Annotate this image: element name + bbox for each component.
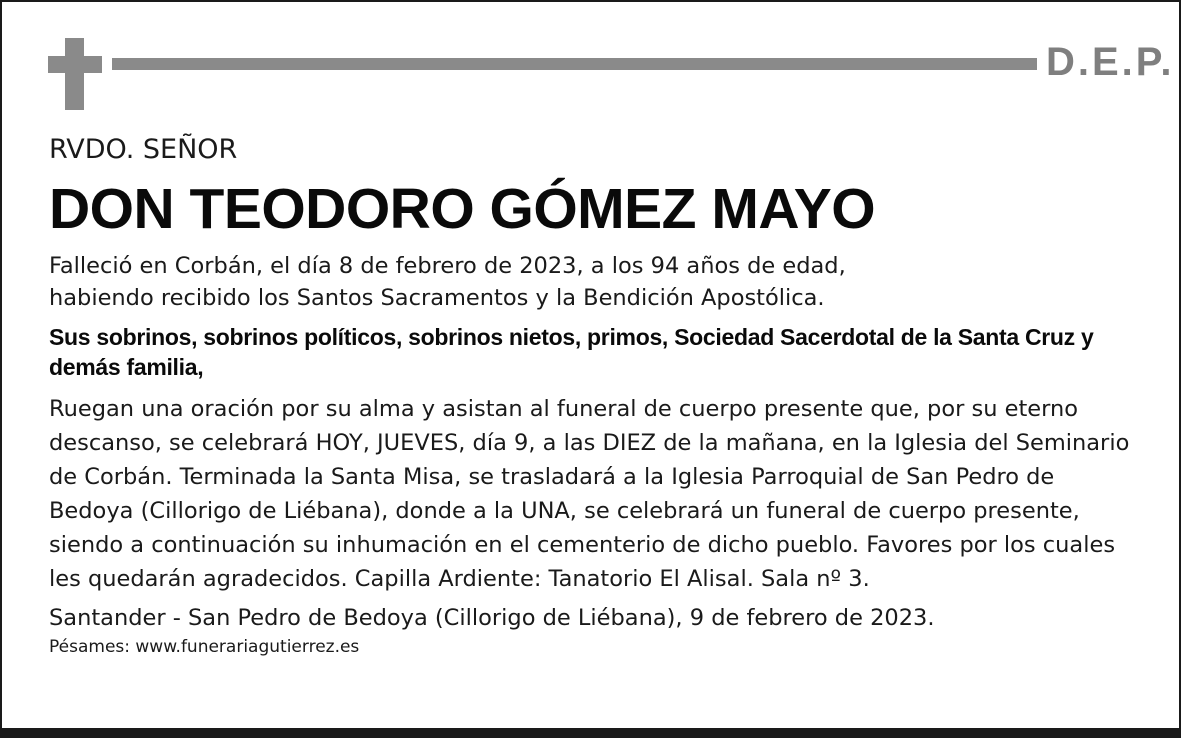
notice-body	[49, 130, 1139, 660]
cross-icon	[48, 38, 102, 110]
honorific: RVDO. SEÑOR	[49, 134, 238, 165]
death-line-2: habiendo recibido los Santos Sacramentos y la Bendición Apostólica.	[49, 285, 825, 311]
death-line-1: Falleció en Corbán, el día 8 de febrero de 2023, a los 94 años de edad,	[49, 253, 846, 279]
notice-header	[48, 38, 1175, 110]
family-paragraph: Sus sobrinos, sobrinos políticos, sobrinos nietos, primos, Sociedad Sacerdotal de la Santa Cruz y demás familia,	[49, 324, 1094, 380]
header-rule	[112, 58, 1037, 70]
deceased-name: DON TEODORO GÓMEZ MAYO	[49, 177, 876, 241]
condolences-link[interactable]: Pésames: www.funerariagutierrez.es	[49, 637, 360, 657]
request-paragraph: Ruegan una oración por su alma y asistan al funeral de cuerpo presente que, por su eterno descanso, se celebrará HOY, JUEVES, día 9, a las DIEZ de la mañana, en la Iglesia del Seminario de Corbán. Terminada la Santa Misa, se trasladará a la Iglesia Parroquial de San Pedro de Bedoya (Cillorigo de Liébana), donde a la UNA, se celebrará un funeral de cuerpo presente, siendo a continuación su inhumación en el cementerio de dicho pueblo. Favores por los cuales les quedarán agradecidos. Capilla Ardiente: Tanatorio El Alisal. Sala nº 3.	[49, 396, 1130, 592]
place-date: Santander - San Pedro de Bedoya (Cillorigo de Liébana), 9 de febrero de 2023.	[49, 605, 935, 631]
dep-label: D.E.P.	[1046, 40, 1175, 84]
